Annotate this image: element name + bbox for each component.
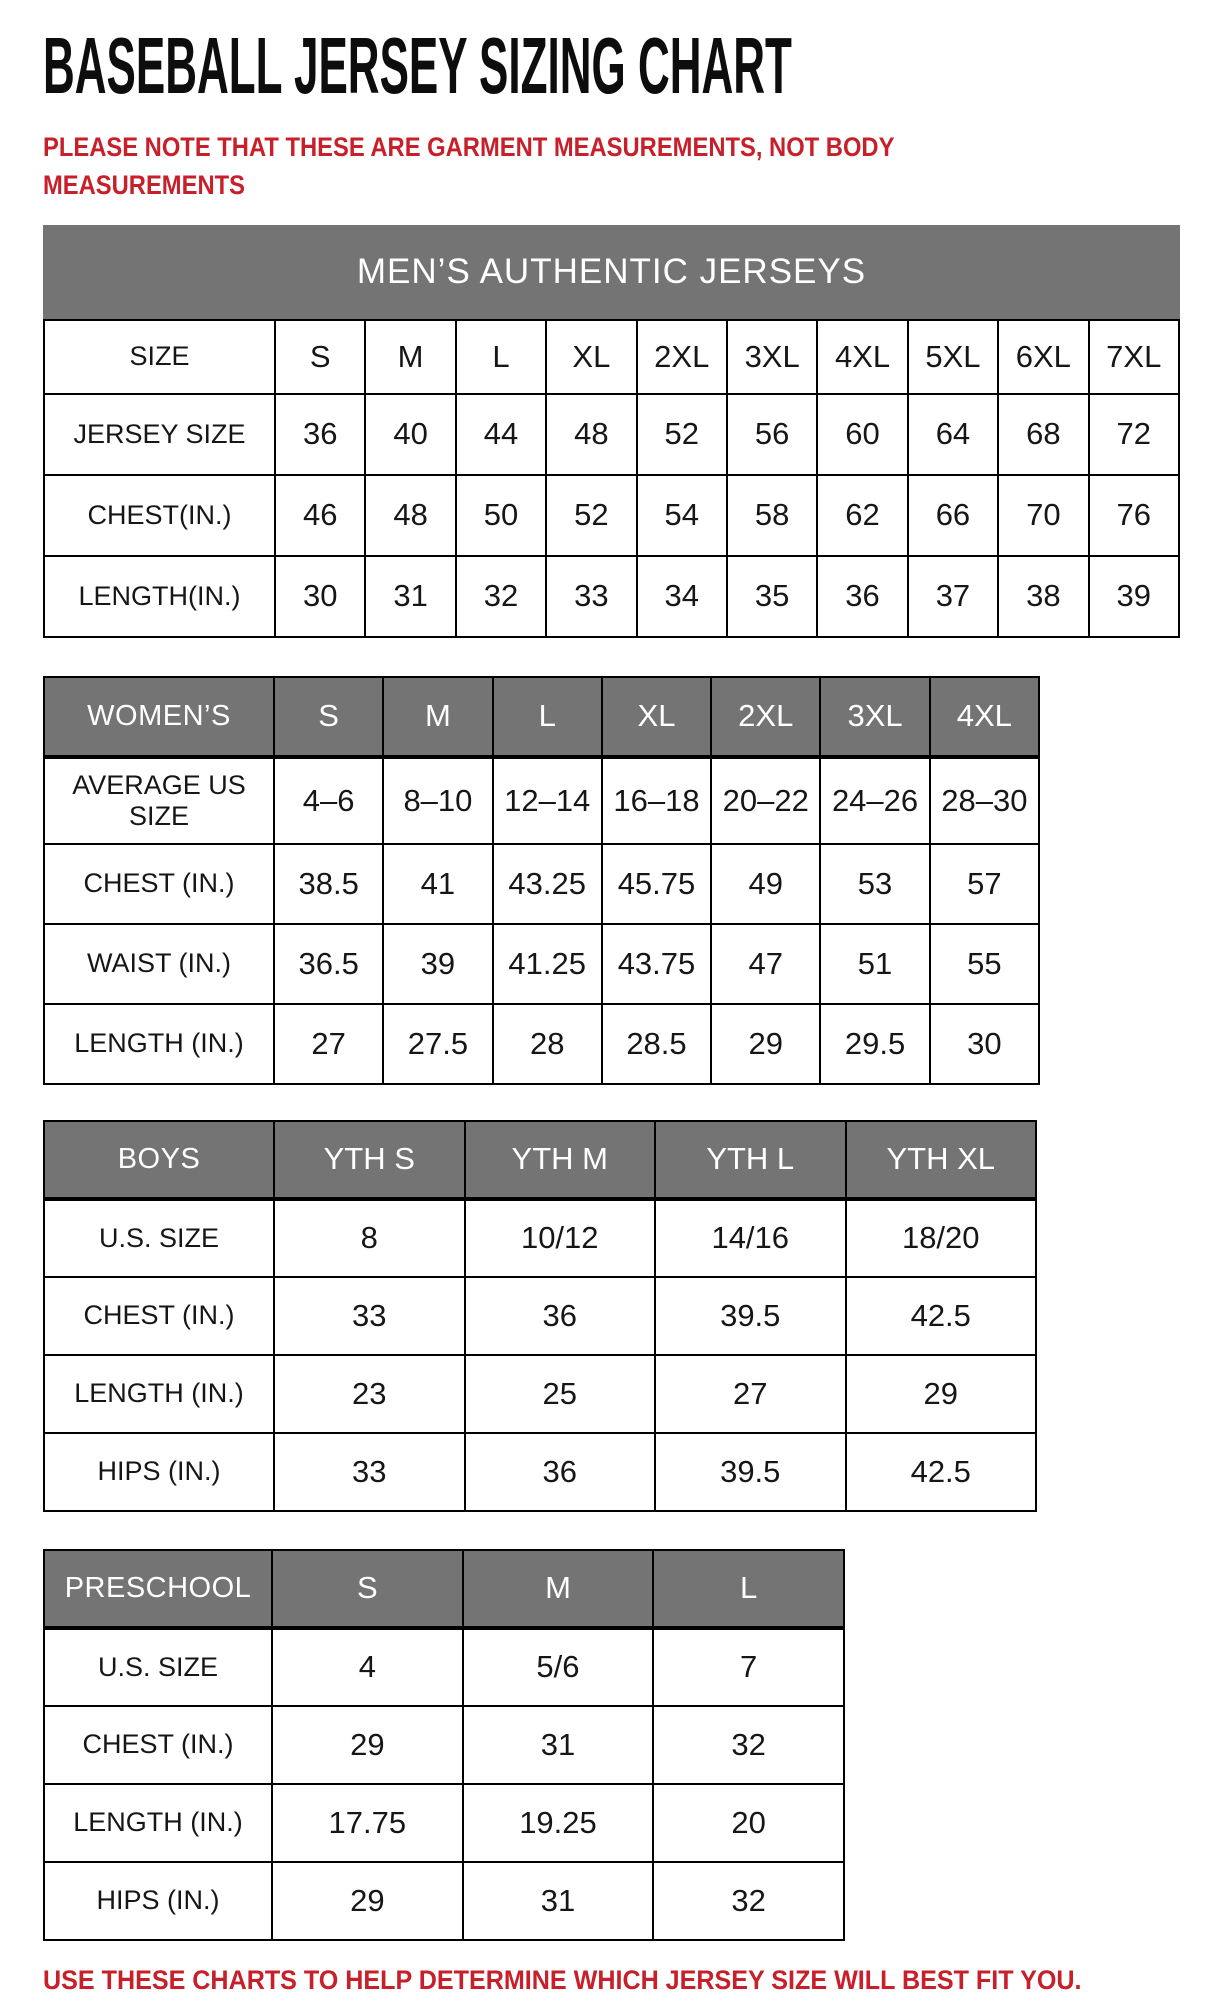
value-cell: 14/16	[655, 1199, 846, 1277]
womens-row	[44, 844, 1039, 924]
row-label: SIZE	[44, 320, 275, 394]
value-cell: 18/20	[846, 1199, 1037, 1277]
preschool-row	[44, 1784, 844, 1862]
value-cell: 17.75	[272, 1784, 463, 1862]
boys-column-header: YTH XL	[846, 1121, 1037, 1199]
value-cell: 68	[998, 394, 1088, 475]
value-cell: 27.5	[383, 1004, 492, 1084]
value-cell: 19.25	[463, 1784, 654, 1862]
preschool-column-header: S	[272, 1550, 463, 1628]
value-cell: 38.5	[274, 844, 383, 924]
value-cell: 5/6	[463, 1628, 654, 1706]
value-cell: 3XL	[727, 320, 817, 394]
mens-row	[44, 394, 1179, 475]
value-cell: 57	[930, 844, 1039, 924]
value-cell: 36.5	[274, 924, 383, 1004]
value-cell: 56	[727, 394, 817, 475]
value-cell: 23	[274, 1355, 465, 1433]
value-cell: 39	[383, 924, 492, 1004]
value-cell: 70	[998, 475, 1088, 556]
value-cell: 44	[456, 394, 546, 475]
value-cell: 51	[820, 924, 929, 1004]
womens-column-header: 2XL	[711, 677, 820, 757]
value-cell: 28.5	[602, 1004, 711, 1084]
row-label: U.S. SIZE	[44, 1628, 272, 1706]
value-cell: 29.5	[820, 1004, 929, 1084]
value-cell: 40	[365, 394, 455, 475]
value-cell: 20–22	[711, 757, 820, 844]
womens-size-table	[43, 676, 1040, 1085]
row-label: HIPS (IN.)	[44, 1433, 274, 1511]
row-label: CHEST (IN.)	[44, 1277, 274, 1355]
value-cell: 6XL	[998, 320, 1088, 394]
value-cell: 39.5	[655, 1433, 846, 1511]
boys-row	[44, 1433, 1036, 1511]
value-cell: 29	[846, 1355, 1037, 1433]
value-cell: 29	[711, 1004, 820, 1084]
value-cell: 4XL	[817, 320, 907, 394]
mens-size-table	[43, 319, 1180, 638]
value-cell: 33	[546, 556, 636, 637]
value-cell: 25	[465, 1355, 656, 1433]
footer-note: USE THESE CHARTS TO HELP DETERMINE WHICH JERSEY SIZE WILL BEST FIT YOU.	[43, 1964, 1082, 1995]
value-cell: 7	[653, 1628, 844, 1706]
value-cell: 49	[711, 844, 820, 924]
value-cell: 76	[1089, 475, 1179, 556]
value-cell: 60	[817, 394, 907, 475]
value-cell: 72	[1089, 394, 1179, 475]
value-cell: 43.25	[493, 844, 602, 924]
value-cell: 36	[275, 394, 365, 475]
womens-column-header: L	[493, 677, 602, 757]
boys-jerseys-section	[43, 1120, 1037, 1512]
value-cell: 27	[274, 1004, 383, 1084]
row-label: JERSEY SIZE	[44, 394, 275, 475]
value-cell: 37	[908, 556, 998, 637]
row-label: CHEST(IN.)	[44, 475, 275, 556]
row-label: CHEST (IN.)	[44, 844, 274, 924]
value-cell: 28	[493, 1004, 602, 1084]
womens-header-row	[44, 677, 1039, 757]
value-cell: 52	[546, 475, 636, 556]
boys-column-header: YTH S	[274, 1121, 465, 1199]
value-cell: 48	[365, 475, 455, 556]
value-cell: 30	[275, 556, 365, 637]
value-cell: 16–18	[602, 757, 711, 844]
value-cell: 41	[383, 844, 492, 924]
value-cell: 4–6	[274, 757, 383, 844]
value-cell: 30	[930, 1004, 1039, 1084]
womens-jerseys-section	[43, 676, 1040, 1085]
preschool-row	[44, 1706, 844, 1784]
value-cell: 8–10	[383, 757, 492, 844]
value-cell: 43.75	[602, 924, 711, 1004]
value-cell: 35	[727, 556, 817, 637]
row-label: LENGTH(IN.)	[44, 556, 275, 637]
value-cell: 31	[463, 1706, 654, 1784]
boys-column-header: YTH M	[465, 1121, 656, 1199]
row-label: LENGTH (IN.)	[44, 1004, 274, 1084]
row-label: LENGTH (IN.)	[44, 1355, 274, 1433]
value-cell: 38	[998, 556, 1088, 637]
mens-row	[44, 556, 1179, 637]
value-cell: 29	[272, 1706, 463, 1784]
preschool-size-table	[43, 1549, 845, 1941]
value-cell: M	[365, 320, 455, 394]
mens-table-banner: MEN’S AUTHENTIC JERSEYS	[43, 225, 1180, 319]
value-cell: S	[275, 320, 365, 394]
value-cell: 42.5	[846, 1433, 1037, 1511]
womens-row	[44, 1004, 1039, 1084]
value-cell: 31	[463, 1862, 654, 1940]
value-cell: 42.5	[846, 1277, 1037, 1355]
mens-row	[44, 320, 1179, 394]
value-cell: 29	[272, 1862, 463, 1940]
boys-header-row	[44, 1121, 1036, 1199]
womens-column-header: S	[274, 677, 383, 757]
value-cell: 32	[456, 556, 546, 637]
preschool-row	[44, 1862, 844, 1940]
value-cell: 46	[275, 475, 365, 556]
boys-column-header: YTH L	[655, 1121, 846, 1199]
garment-measurements-note: PLEASE NOTE THAT THESE ARE GARMENT MEASUREMENTS, NOT BODY MEASUREMENTS	[43, 132, 895, 201]
value-cell: 8	[274, 1199, 465, 1277]
value-cell: 27	[655, 1355, 846, 1433]
value-cell: 39.5	[655, 1277, 846, 1355]
value-cell: 64	[908, 394, 998, 475]
row-label: HIPS (IN.)	[44, 1862, 272, 1940]
preschool-column-header: M	[463, 1550, 654, 1628]
value-cell: 55	[930, 924, 1039, 1004]
value-cell: 47	[711, 924, 820, 1004]
boys-row	[44, 1277, 1036, 1355]
value-cell: 2XL	[637, 320, 727, 394]
value-cell: 28–30	[930, 757, 1039, 844]
value-cell: 5XL	[908, 320, 998, 394]
value-cell: 45.75	[602, 844, 711, 924]
value-cell: 53	[820, 844, 929, 924]
value-cell: 31	[365, 556, 455, 637]
mens-jerseys-section	[43, 225, 1180, 638]
row-label: WAIST (IN.)	[44, 924, 274, 1004]
preschool-row	[44, 1628, 844, 1706]
womens-row	[44, 924, 1039, 1004]
value-cell: 39	[1089, 556, 1179, 637]
mens-row	[44, 475, 1179, 556]
value-cell: 32	[653, 1862, 844, 1940]
value-cell: 41.25	[493, 924, 602, 1004]
preschool-jerseys-section	[43, 1549, 845, 1941]
value-cell: 54	[637, 475, 727, 556]
value-cell: 12–14	[493, 757, 602, 844]
row-label: LENGTH (IN.)	[44, 1784, 272, 1862]
value-cell: 36	[465, 1277, 656, 1355]
value-cell: 62	[817, 475, 907, 556]
value-cell: 36	[465, 1433, 656, 1511]
value-cell: 36	[817, 556, 907, 637]
preschool-header-row	[44, 1550, 844, 1628]
value-cell: 24–26	[820, 757, 929, 844]
value-cell: 50	[456, 475, 546, 556]
value-cell: XL	[546, 320, 636, 394]
row-label: U.S. SIZE	[44, 1199, 274, 1277]
womens-column-header: 3XL	[820, 677, 929, 757]
value-cell: 58	[727, 475, 817, 556]
boys-size-table	[43, 1120, 1037, 1512]
value-cell: 34	[637, 556, 727, 637]
womens-header-label: WOMEN’S	[44, 677, 274, 757]
page-title: BASEBALL JERSEY SIZING CHART	[43, 21, 792, 110]
value-cell: 32	[653, 1706, 844, 1784]
value-cell: 33	[274, 1277, 465, 1355]
value-cell: 20	[653, 1784, 844, 1862]
value-cell: 7XL	[1089, 320, 1179, 394]
boys-row	[44, 1355, 1036, 1433]
womens-column-header: XL	[602, 677, 711, 757]
value-cell: 4	[272, 1628, 463, 1706]
row-label: AVERAGE US SIZE	[44, 757, 274, 844]
value-cell: 52	[637, 394, 727, 475]
value-cell: 10/12	[465, 1199, 656, 1277]
womens-row	[44, 757, 1039, 844]
preschool-header-label: PRESCHOOL	[44, 1550, 272, 1628]
womens-column-header: 4XL	[930, 677, 1039, 757]
boys-header-label: BOYS	[44, 1121, 274, 1199]
preschool-column-header: L	[653, 1550, 844, 1628]
value-cell: 66	[908, 475, 998, 556]
value-cell: 48	[546, 394, 636, 475]
value-cell: L	[456, 320, 546, 394]
row-label: CHEST (IN.)	[44, 1706, 272, 1784]
womens-column-header: M	[383, 677, 492, 757]
value-cell: 33	[274, 1433, 465, 1511]
boys-row	[44, 1199, 1036, 1277]
